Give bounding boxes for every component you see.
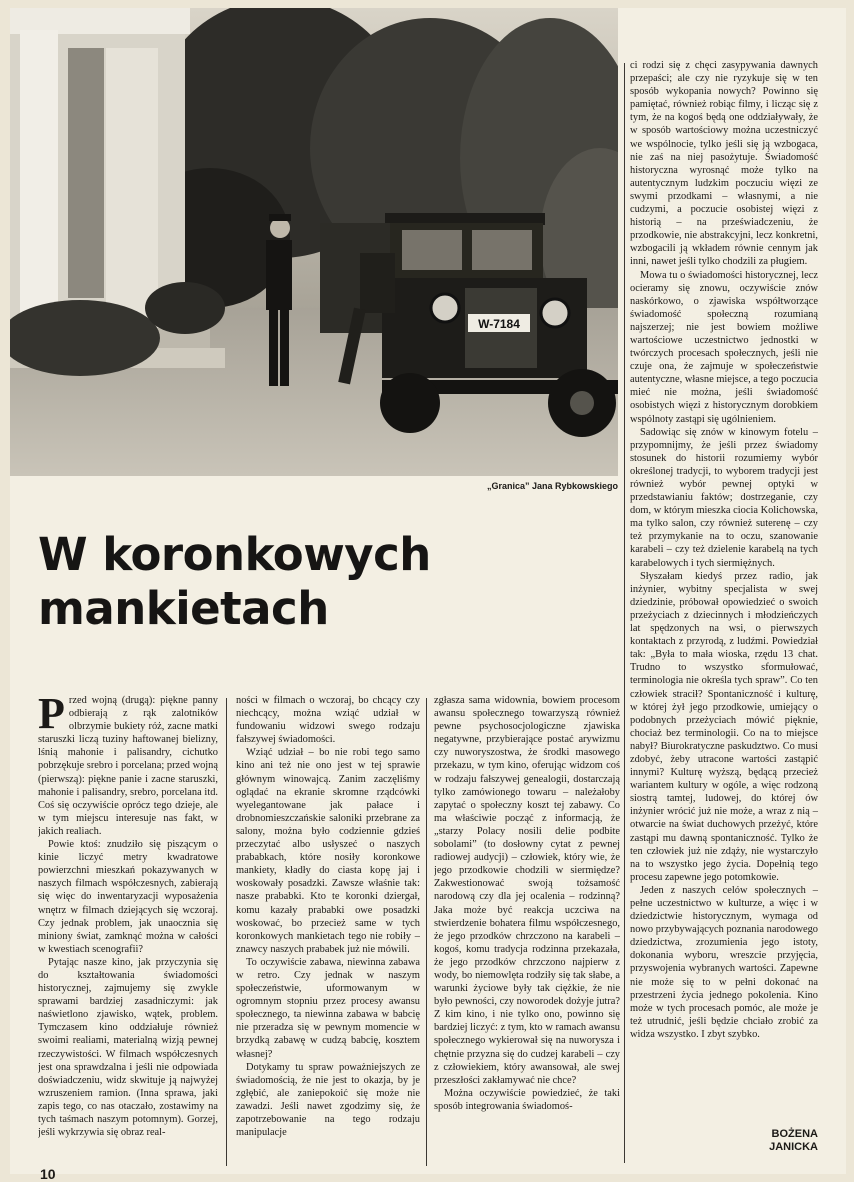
- article-column-3: [434, 694, 620, 1168]
- article-paragraph: ci rodzi się z chęci zasypywania dawnych przepaści; ale czy nie ryzykuje się w ten sposób wykopania nowych? Powinno się pamiętać, również robiąc filmy, i licząc się z tym, że na kogoś będą one oddziaływały, że w sposób wartościowy można uczestniczyć we wspólnocie, tylko jeśli się ją wzbogaca, nie zaś na niej pasożytuje. Świadomość historyczna wyrosnąć może tylko na autentycznym ludzkim poczuciu więzi ze swymi przodkami – własnymi, a nie cudzymi, a poczucie osobistej więzi z historią – na przeświadczeniu, że przodkowie, nie abstrakcyjni, lecz konkretni, wzbogacili ją wkładem równie cennym jak inni, nawet jeśli tylko chodzili za pługiem.: [630, 60, 818, 268]
- photo-caption: „Granica” Jana Rybkowskiego: [486, 481, 618, 491]
- article-paragraph: Dotykamy tu spraw poważniejszych ze świadomością, że nie jest to okazja, by je zgłębić, ale zaniepokoić się może nie zawadzi. Jeśli nawet zgodzimy się, że zapotrzebowanie na tego rodzaju manipulacje: [236, 1061, 420, 1139]
- author-last-name: JANICKA: [769, 1141, 818, 1153]
- drop-cap: P: [38, 694, 65, 738]
- headline-line-1: W koronkowych: [38, 528, 431, 581]
- article-paragraph: Sadowiąc się znów w kinowym fotelu – przypomnijmy, że jeśli przez świadomy stosunek do historii rozumiemy wybór określonej tradycji, to wyborem tradycji jest również wybór pewnej optyki w przedstawianiu faktów; dostrzeganie, czy dom, w którym mieszka ciocia Kolichowska, ma tylko salon, czy również suterenę – czy też przymykanie na to oczu, szanowanie karabeli – czy też dzielenie karabelą na tych karabelowych i tych siermiężnych.: [630, 426, 818, 569]
- paragraph-text: rzed wojną (drugą): piękne panny odbierają z rąk zalotników olbrzymie bukiety róż, zacne matki staruszki liczą tuziny haftowanej bielizny, lśnią mahonie i palisandry, cichutko pobrzękuje srebro i porcelana; przed wojną (pierwszą): piękne panie i zacne staruszki, mahonie i palisandry, srebro, porcelana itd. Coś się oczywiście oprócz tego dzieje, ale w tym miejscu interesuje nas fakt, w jakich realiach.: [38, 695, 218, 837]
- article-paragraph: Słyszałam kiedyś przez radio, jak inżynier, wybitny specjalista w swej dziedzinie, próbował opowiedzieć o swoich przeżyciach z dziecinnych i młodzieńczych lat spędzonych na wsi, o pierwszych kontaktach z przyrodą, z ludźmi. Powiedział tak: „Była to mała wioska, rzędu 13 chat. Trudno to wszystko sformułować, terminologia nie określa tych spraw”. Co ten człowiek stracił? Spontaniczność i kulturę, w której żył jego przodkowie, umiejący o podobnych przeżyciach mówić pięknie, chociaż bez terminologii. Co na to miejsce nabył? Biurokratyczne paskudztwo. Co musi zdobyć, żeby utracone wartości zastąpić innymi? Kulturę wyższą, będącą przecież wariantem kultury w ogóle, a więc rodzoną siostrą tamtej, ludowej, do której ów inżynier wrócić już nie może, a wraz z nią – otwarcie na świat duchowych przeżyć, które zastąpi mu dawną spontaniczność. Tylko że ten człowiek już nie zdąży, nie wystarczyło na to wszystko jego życia. Dopełnią tego procesu zapewne jego potomkowie.: [630, 570, 818, 883]
- article-paragraph: Pytając nasze kino, jak przyczynia się do kształtowania świadomości historycznej, zajmujemy się zwykle sprawami bardziej zasadniczymi: jak naświetlono zjawisko, wątek, problem. Tymczasem kino oddziałuje również swoimi realiami, materialną wizją pewnej rzeczywistości. W filmach współczesnych jest ona sprawdzalna i jeśli nie odpowiada doświadczeniu, widz skwituje ją najwyżej wzruszeniem ramion. (Inna sprawa, jaki zapis tego, co nas otaczało, zostawimy na tych taśmach naszym potomnym). Gorzej, jeśli wykrzywia się obraz real-: [38, 956, 218, 1139]
- film-still-illustration: [10, 8, 618, 476]
- article-paragraph: Można oczywiście powiedzieć, że taki sposób integrowania świadomoś-: [434, 1087, 620, 1112]
- article-paragraph: Powie ktoś: znudziło się piszącym o kinie liczyć metry kwadratowe powierzchni mieszkań pokazywanych w naszych filmach współczesnych, zabierają się więc do inwentaryzacji wyposażenia wnętrz w filmach dziejących się wczoraj. Czy jednak problem, jak unaocznia się miniony świat, zamknąć można w całości w kwestiach scenografii?: [38, 839, 218, 955]
- article-paragraph: Jeden z naszych celów społecznych – pełne uczestnictwo w kulturze, a więc i w dziedzictwie historycznym, wymaga od nowo przybywających poznania narodowego dziedzictwa, zrozumienia jego istoty, dokonania wyboru, wreszcie przyjęcia, przyswojenia wybranych wartości. Zapewne nie może się to w pełni dokonać na przestrzeni życia jednego pokolenia. Kino może w tych procesach pomóc, ale może je też utrudnić, jeśli będzie chciało zrobić za widza wszystko. I zbyt szybko.: [630, 884, 818, 1040]
- article-paragraph: [38, 694, 218, 838]
- article-paragraph: Mowa tu o świadomości historycznej, lecz ocieramy się znowu, oczywiście znów naskórkowo, o zjawiska współtworzące świadomość społeczną rozumianą najszerzej; nie jest bowiem możliwe wartościowe uczestnictwo jednostki w twórczych procesach społecznych, jeśli nie czuje ona, że zajmuje w społeczeństwie autentyczne, własne miejsce, a tego poczucia mieć nie można, jeśli świadomość osobistych więzi z historycznym dorobkiem wspólnoty zastąpi się ugólnieniem.: [630, 269, 818, 425]
- article-headline: [38, 528, 618, 636]
- license-plate: W-7184: [478, 317, 520, 331]
- article-paragraph: To oczywiście zabawa, niewinna zabawa w retro. Czy jednak w naszym społeczeństwie, uformowanym w ogromnym stopniu przez procesy awansu społecznego, ta niewinna zabawa w babcię nie przeradza się w pewnym momencie w brzydką zabawę w cudzą babcię, kosztem własnej?: [236, 956, 420, 1060]
- article-paragraph: Wziąć udział – bo nie robi tego samo kino ani też nie ono jest w tej sprawie głównym winowajcą. Zanim zaczęliśmy oglądać na ekranie skromne rządcówki wyelegantowane jak pałace i drobnomieszczańskie saloniki przebrane za salony, można było codziennie gdzieś przeczytać albo usłyszeć o naszych prababkach, które nosiły koronkowe mankiety, kładły do ciasta kopę jaj i woskowały posadzki. Zawsze właśnie tak: nasze prababki. Kto te koronki dziergał, komu kazały prababki owe posadzki woskować, bo przecież same w tych koronkowych mankietach tego nie robiły – znawcy naszych prababek już nie mówili.: [236, 747, 420, 955]
- headline-line-2: mankietach: [38, 582, 329, 635]
- author-first-name: BOŻENA: [771, 1128, 818, 1140]
- article-column-4: [630, 59, 818, 1109]
- article-paragraph: ności w filmach o wczoraj, bo chcący czy niechcący, można wziąć udział w fundowaniu widzowi swego rodzaju fałszywej świadomości.: [236, 695, 420, 746]
- author-signature: [710, 1128, 818, 1154]
- column-divider: [426, 698, 427, 1166]
- article-column-2: [236, 694, 420, 1168]
- page-number: 10: [40, 1166, 56, 1182]
- magazine-page: [10, 8, 846, 1182]
- article-column-1: [38, 694, 218, 1168]
- column-divider: [226, 698, 227, 1166]
- article-paragraph: zgłasza sama widownia, bowiem procesom awansu społecznego towarzyszą również pewne psychosocjologiczne zjawiska negatywne, przybierające postać arywizmu czy nuworyszostwa, że środki masowego przekazu, w tym kino, oferując widzom coś w rodzaju fałszywej genealogii, dostarczają tylko zamówionego towaru – należałoby zapytać o społeczny koszt tej zabawy. Co ma właściwie począć z informacją, że „starzy Polacy nosili delie podbite sobolami” (to dosłowny cytat z pewnej radiowej audycji) – człowiek, który wie, że jego przodkowie chodzili w siermiędze? Zakwestionować swoją tożsamość narodową czy dla jej ocalenia – rodzinną? Jaka może być reakcja uczciwa na stwierdzenie bohatera filmu współczesnego, że jego przodków chrzczono na karabeli – kogoś, komu tradycja rodzinna przekazała, że jego przodków chrzczono najpierw z wody, bo niemowlęta rodziły się tak słabe, a warunki życiowe były tak ciężkie, że nie było pewności, czy noworodek dożyje jutra? Z kim kino, i nie tylko ono, powinno się bardziej liczyć: z tym, kto w ramach awansu społecznego wykierował się na nuworysza i chętnie przyzna się do cudzej karabeli – czy z człowiekiem, który awansował, ale swej przeszłości zakłamywać nie chce?: [434, 695, 620, 1086]
- column-divider: [624, 63, 625, 1163]
- film-still-photo: [10, 8, 618, 476]
